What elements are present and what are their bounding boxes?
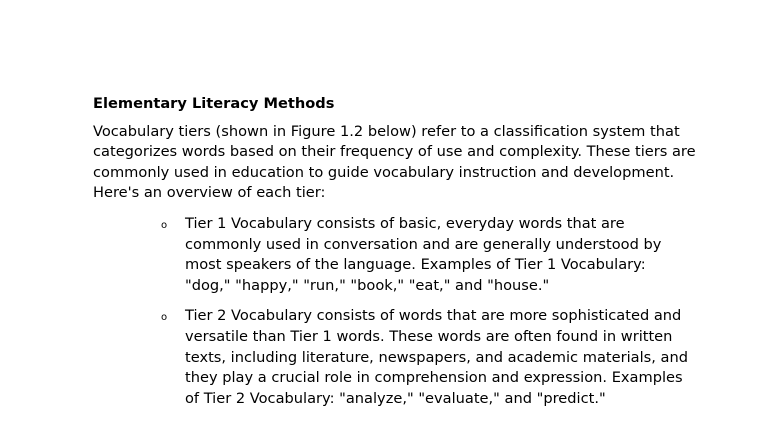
intro-paragraph: Vocabulary tiers (shown in Figure 1.2 below) refer to a classification system that categorizes words based on their frequency of use and complexity. These tiers are commonly used in education to guide vocabulary instruction and development. Here's an overview of each tier: xyxy=(93,122,696,202)
bullet-icon: o xyxy=(161,219,168,231)
document-body xyxy=(93,94,703,419)
list-item-tier-1 xyxy=(93,214,695,296)
tier-1-text: Tier 1 Vocabulary consists of basic, everyday words that are commonly used in conversation and are generally understood by most speakers of the language. Examples of Tier 1 Vocabulary: "dog," "happy," "run," "book," "eat," and "house." xyxy=(185,214,662,294)
tier-list xyxy=(93,214,703,409)
list-item-tier-2 xyxy=(93,306,695,409)
bullet-icon: o xyxy=(161,312,168,324)
tier-2-text: Tier 2 Vocabulary consists of words that are more sophisticated and versatile than Tier 1 words. These words are often found in written texts, including literature, newspapers, and academic materials, and they play a crucial role in comprehension and expression. Examples of Tier 2 Vocabulary: "analyze," "evaluate," and "predict." xyxy=(185,307,688,407)
section-heading: Elementary Literacy Methods xyxy=(93,95,335,112)
